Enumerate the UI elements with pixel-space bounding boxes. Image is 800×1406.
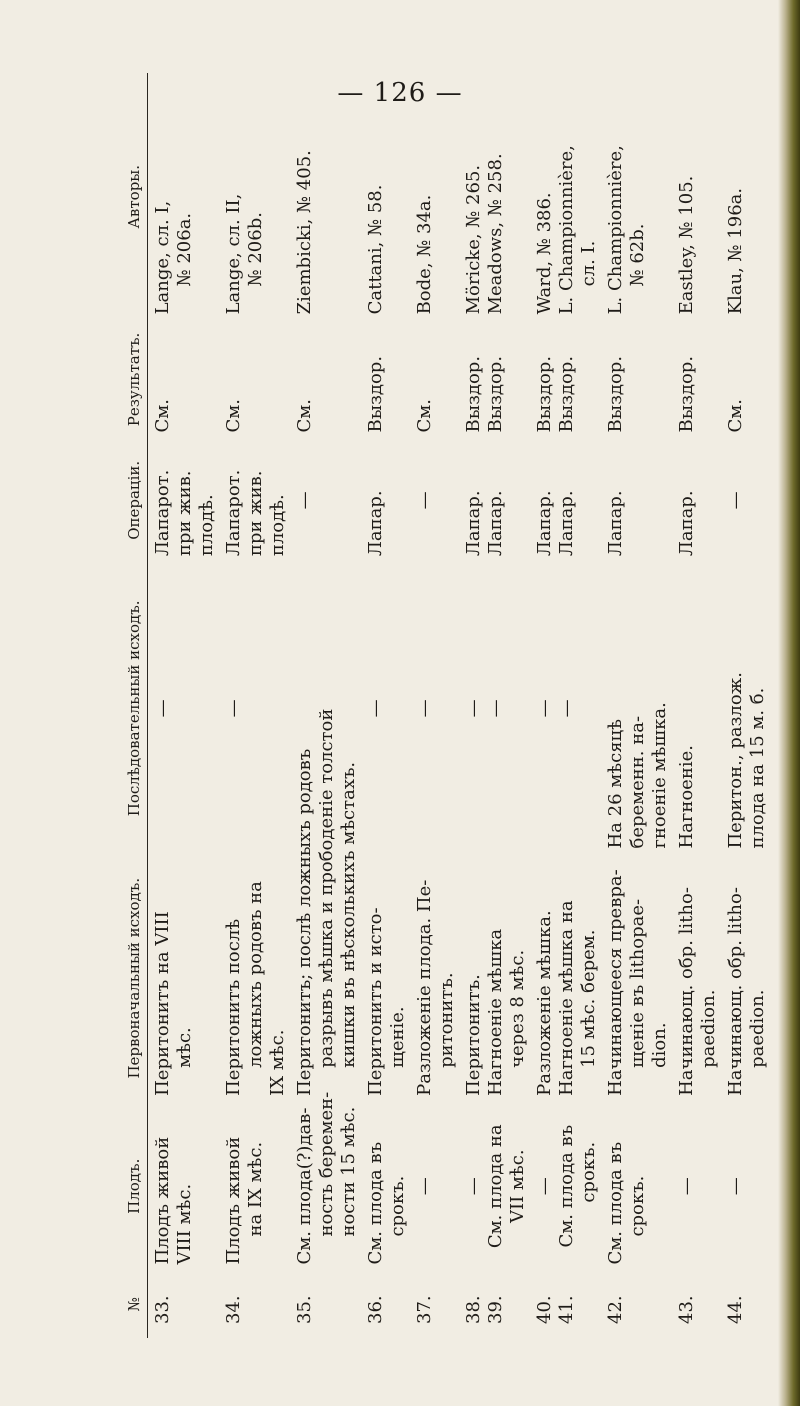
cell-line: — (414, 1177, 435, 1196)
cell-pervichny (721, 855, 770, 1102)
cell-line: — (294, 491, 315, 510)
header-operatsii: Операціи. (95, 438, 148, 562)
cell-line: 35. (294, 1295, 315, 1324)
cell-line: Lange, сл. I, (152, 200, 173, 315)
cell-line: paedion. (698, 989, 719, 1068)
cell-line: 44. (725, 1295, 746, 1324)
cell-operatsii (601, 438, 672, 562)
cell-line: — (223, 699, 244, 718)
cell-plod (672, 1102, 721, 1271)
cell-line: См. плода въ (605, 1141, 626, 1265)
cell-line: гноеніе мѣшка. (649, 702, 670, 849)
cell-line: Начинающ. обр. litho- (725, 887, 746, 1096)
cell-line: — (414, 491, 435, 510)
cell-rezultat (672, 320, 721, 438)
cell-avtory (459, 73, 530, 320)
cell-line: Лапар. (463, 490, 484, 557)
cell-line: См. (152, 398, 173, 433)
cell-operatsii (410, 438, 459, 562)
cell-line: Лапар. (485, 490, 506, 557)
cell-line: № 206b. (245, 212, 266, 287)
cell-line: сл. I. (578, 240, 599, 287)
cell-line: 34. (223, 1295, 244, 1324)
cell-posledovatelny (530, 562, 601, 854)
cell-line: Möricke, № 265. (463, 164, 484, 315)
cell-pervichny (459, 855, 530, 1102)
cell-line: Лапар. (676, 490, 697, 557)
cell-line: Перитонитъ и исто- (365, 907, 386, 1096)
header-pervichny: Первоначальный исходъ. (95, 855, 148, 1102)
cell-posledovatelny (219, 562, 290, 854)
cell-line: № 62b. (627, 223, 648, 287)
cell-line: — (676, 1177, 697, 1196)
cell-line: IX мѣс. (267, 1029, 288, 1096)
cell-line: 39. (485, 1295, 506, 1324)
cell-line: 37. (414, 1295, 435, 1324)
cell-line: Klau, № 196a. (725, 187, 746, 315)
cell-line: dion. (649, 1022, 670, 1068)
cell-operatsii (721, 438, 770, 562)
cell-line: беременн. на- (627, 715, 648, 849)
cell-num (290, 1271, 361, 1338)
cell-num (721, 1271, 770, 1338)
cell-pervichny (148, 855, 220, 1102)
cell-line: paedion. (747, 989, 768, 1068)
cell-line: Начинающ. обр. litho- (676, 887, 697, 1096)
cell-line: — (725, 1177, 746, 1196)
cell-line: Выздор. (365, 355, 386, 433)
cell-operatsii (219, 438, 290, 562)
cell-line: ложныхъ родовъ на (245, 881, 266, 1068)
cell-posledovatelny (148, 562, 220, 854)
cell-avtory (601, 73, 672, 320)
cell-line: VII мѣс. (507, 1149, 528, 1224)
table-row (530, 73, 601, 1338)
header-posledovatelny: Послѣдовательный исходъ. (95, 562, 148, 854)
cell-pervichny (219, 855, 290, 1102)
cell-line: — (534, 699, 555, 718)
cell-num (410, 1271, 459, 1338)
cell-line: 33. (152, 1295, 173, 1324)
cell-line: 38. (463, 1295, 484, 1324)
cell-line: Lange, сл. II, (223, 193, 244, 315)
cell-pervichny (530, 855, 601, 1102)
cell-line: срокъ. (578, 1141, 599, 1203)
cell-pervichny (290, 708, 361, 1102)
cell-rezultat (601, 320, 672, 438)
cell-line: плода на 15 м. б. (747, 687, 768, 849)
cell-line: См. плода(?)дав- (294, 1107, 315, 1265)
header-plod: Плодъ. (95, 1102, 148, 1271)
cell-line: L. Championnière, (556, 145, 577, 315)
cell-line: через 8 мѣс. (507, 949, 528, 1068)
cell-plod (721, 1102, 770, 1271)
cell-operatsii (459, 438, 530, 562)
cell-plod (148, 1102, 220, 1271)
cell-line: — (534, 1177, 555, 1196)
cell-line: Лапар. (534, 490, 555, 557)
cell-line: Выздор. (605, 355, 626, 433)
table-row (290, 73, 361, 1338)
cell-operatsii (290, 438, 361, 562)
header-rezultat: Результатъ. (95, 320, 148, 438)
cell-line: Перитонитъ на VIII (152, 911, 173, 1096)
cell-posledovatelny (459, 562, 530, 854)
cell-plod (601, 1102, 672, 1271)
cell-line: См. (414, 398, 435, 433)
cell-num (361, 1271, 410, 1338)
cell-line: Ziembicki, № 405. (294, 150, 315, 315)
cell-line: См. (725, 398, 746, 433)
cell-line: Meadows, № 258. (485, 153, 506, 315)
cell-line: 15 мѣс. берем. (578, 929, 599, 1068)
cell-line: — (725, 491, 746, 510)
cell-line: Разложеніе мѣшка. (534, 910, 555, 1096)
cell-line: На 26 мѣсяцѣ (605, 719, 626, 849)
cell-line: Bode, № 34a. (414, 194, 435, 315)
cell-line: — (414, 699, 435, 718)
table-body (148, 73, 771, 1338)
cell-line: Начинающееся превра- (605, 869, 626, 1096)
cell-posledovatelny (672, 562, 721, 854)
cell-avtory (530, 73, 601, 320)
table-row (459, 73, 530, 1338)
cell-line: мѣс. (174, 1027, 195, 1068)
cell-line: Ward, № 386. (534, 192, 555, 315)
cell-pervichny (410, 855, 459, 1102)
cell-line: — (152, 699, 173, 718)
cell-line: — (485, 699, 506, 718)
cell-line: 41. (556, 1295, 577, 1324)
cell-line: Перитонитъ. (463, 974, 484, 1096)
cell-line: Лапар. (605, 490, 626, 557)
cell-rezultat (530, 320, 601, 438)
table-row (148, 73, 220, 1338)
cell-line: Лапарот. (223, 469, 244, 557)
table-row (601, 73, 672, 1338)
cell-posledovatelny (601, 562, 672, 854)
cell-line: — (365, 699, 386, 718)
cell-line: L. Championnière, (605, 145, 626, 315)
cell-plod (361, 1102, 410, 1271)
cell-line: Cattani, № 58. (365, 184, 386, 315)
cell-line: См. плода на (485, 1124, 506, 1249)
cell-pervichny (361, 855, 410, 1102)
cell-line: щеніе. (387, 1006, 408, 1068)
cell-posledovatelny (721, 562, 770, 854)
cell-line: срокъ. (387, 1175, 408, 1237)
cell-rezultat (219, 320, 290, 438)
cell-pervichny (601, 855, 672, 1102)
cell-plod (530, 1102, 601, 1271)
cell-line: См. (294, 398, 315, 433)
cell-line: Плодъ живой (223, 1136, 244, 1265)
cell-line: плодѣ. (267, 494, 288, 557)
cell-line: ритонитъ. (436, 972, 457, 1068)
cell-line: См. плода въ (365, 1141, 386, 1265)
cell-line: 43. (676, 1295, 697, 1324)
cell-avtory (219, 73, 290, 320)
cell-line: кишки въ нѣсколькихъ мѣстахъ. (338, 761, 359, 1068)
cell-operatsii (530, 438, 601, 562)
cell-num (459, 1271, 530, 1338)
table-row (672, 73, 721, 1338)
cell-line: при жив. (174, 470, 195, 557)
cell-line: плодѣ. (196, 494, 217, 557)
cell-line: разрывъ мѣшка и прободеніе толстой (316, 708, 337, 1068)
cell-rezultat (148, 320, 220, 438)
cell-line: щеніе въ lithopae- (627, 898, 648, 1068)
header-num: № (95, 1271, 148, 1338)
cell-rezultat (361, 320, 410, 438)
cell-line: 36. (365, 1295, 386, 1324)
cell-rezultat (721, 320, 770, 438)
cell-line: Нагноеніе. (676, 745, 697, 849)
cell-rezultat (290, 320, 361, 438)
cell-line: Нагноеніе мѣшка на (556, 900, 577, 1096)
cell-line: при жив. (245, 470, 266, 557)
cell-avtory (361, 73, 410, 320)
cell-line: Выздор. (676, 355, 697, 433)
cell-line: срокъ. (627, 1175, 648, 1237)
cell-line: Выздор. (463, 355, 484, 433)
cell-line: Выздор. (485, 355, 506, 433)
cell-rezultat (410, 320, 459, 438)
cell-num (148, 1271, 220, 1338)
rotated-table-wrapper (95, 73, 768, 1338)
cell-line: См. (223, 398, 244, 433)
cell-line: Выздор. (534, 355, 555, 433)
cell-line: на IX мѣс. (245, 1141, 266, 1237)
cell-plod (219, 1102, 290, 1271)
table-row (410, 73, 459, 1338)
cell-line: ность беремен- (316, 1091, 337, 1237)
page-edge-shadow (778, 0, 800, 1406)
table-row (721, 73, 770, 1338)
cell-plod (459, 1102, 530, 1271)
cell-rezultat (459, 320, 530, 438)
cell-line: Лапар. (556, 490, 577, 557)
cell-plod (410, 1102, 459, 1271)
table-row (219, 73, 290, 1338)
cell-pervichny (672, 855, 721, 1102)
cell-line: Лапар. (365, 490, 386, 557)
cell-posledovatelny (361, 562, 410, 854)
cell-line: VIII мѣс. (174, 1183, 195, 1265)
cell-operatsii (361, 438, 410, 562)
cell-avtory (672, 73, 721, 320)
table-header-row (95, 73, 148, 1338)
cell-line: См. плода въ (556, 1124, 577, 1248)
cell-line: Плодъ живой (152, 1136, 173, 1265)
cell-line: — (463, 699, 484, 718)
cell-num (601, 1271, 672, 1338)
cell-line: — (556, 699, 577, 718)
cell-num (530, 1271, 601, 1338)
cell-line: Перитонитъ; послѣ ложныхъ родовъ (294, 748, 315, 1096)
cell-line: Перитон., разлож. (725, 672, 746, 849)
cell-avtory (410, 73, 459, 320)
table-row (361, 73, 410, 1338)
cell-num (672, 1271, 721, 1338)
cell-operatsii (148, 438, 220, 562)
cell-line: — (463, 1177, 484, 1196)
cell-line: Нагноеніе мѣшка (485, 928, 506, 1096)
cell-line: 42. (605, 1295, 626, 1324)
page-number: — 126 — (337, 78, 463, 108)
cell-line: ности 15 мѣс. (338, 1106, 359, 1237)
cell-plod (290, 1091, 361, 1271)
cell-line: Выздор. (556, 355, 577, 433)
cell-posledovatelny (410, 562, 459, 854)
cell-operatsii (672, 438, 721, 562)
cell-line: 40. (534, 1295, 555, 1324)
cell-line: Перитонитъ послѣ (223, 918, 244, 1096)
cell-line: № 206a. (174, 212, 195, 287)
cases-table (95, 73, 770, 1338)
cell-line: Лапарот. (152, 469, 173, 557)
cell-num (219, 1271, 290, 1338)
header-avtory: Авторы. (95, 73, 148, 320)
cell-line: Eastley, № 105. (676, 175, 697, 315)
cell-avtory (290, 73, 361, 320)
cell-avtory (148, 73, 220, 320)
cell-line: Разложеніе плода. Пе- (414, 879, 435, 1096)
cell-avtory (721, 73, 770, 320)
